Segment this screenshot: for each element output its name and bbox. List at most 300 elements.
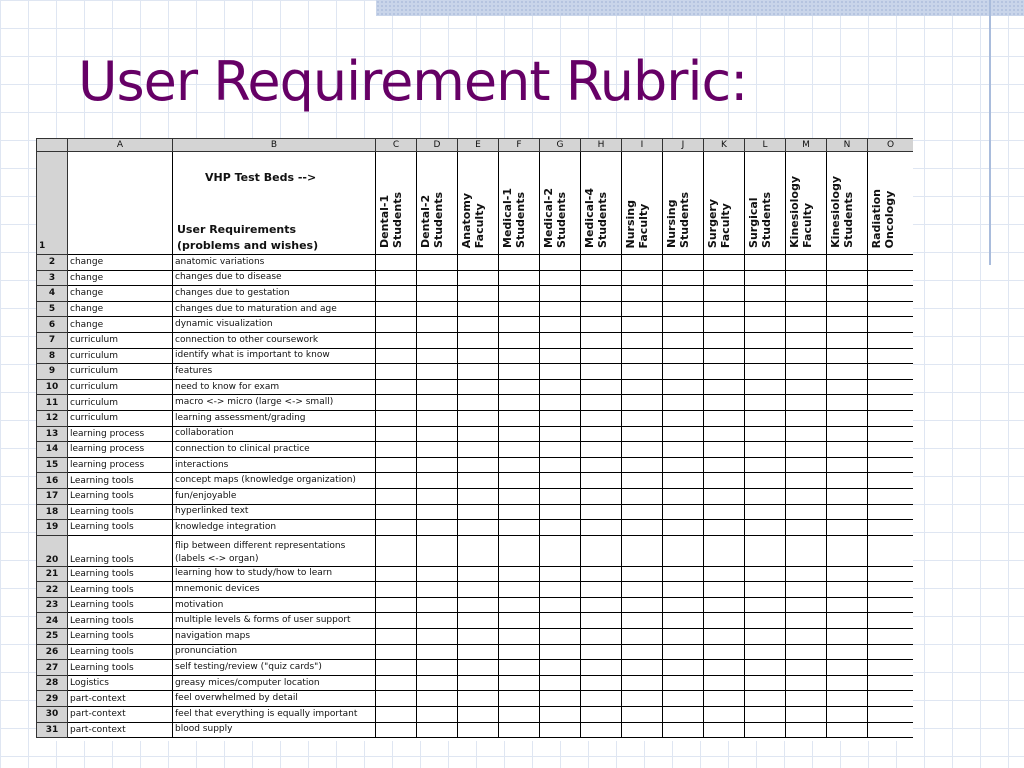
rating-cell[interactable] [663, 364, 704, 380]
category-cell[interactable]: part-context [68, 691, 173, 707]
rating-cell[interactable] [622, 301, 663, 317]
rating-cell[interactable] [499, 520, 540, 536]
rating-cell[interactable] [581, 707, 622, 723]
rating-cell[interactable] [622, 364, 663, 380]
rating-cell[interactable] [745, 691, 786, 707]
rating-cell[interactable] [704, 535, 745, 566]
rating-cell[interactable] [581, 535, 622, 566]
rating-cell[interactable] [745, 644, 786, 660]
rating-cell[interactable] [827, 473, 868, 489]
rating-cell[interactable] [704, 566, 745, 582]
requirement-cell[interactable]: features [173, 364, 376, 380]
rating-cell[interactable] [663, 520, 704, 536]
category-cell[interactable]: Logistics [68, 675, 173, 691]
rating-cell[interactable] [663, 395, 704, 411]
rating-cell[interactable] [499, 707, 540, 723]
rating-cell[interactable] [458, 255, 499, 271]
column-header-g[interactable]: G [540, 139, 581, 152]
rating-cell[interactable] [827, 442, 868, 458]
rating-cell[interactable] [458, 644, 499, 660]
requirement-cell[interactable]: blood supply [173, 722, 376, 738]
group-header-cell[interactable] [376, 152, 417, 255]
rating-cell[interactable] [663, 707, 704, 723]
rating-cell[interactable] [581, 255, 622, 271]
rating-cell[interactable] [827, 364, 868, 380]
rating-cell[interactable] [827, 410, 868, 426]
rating-cell[interactable] [499, 286, 540, 302]
row-number[interactable]: 6 [37, 317, 68, 333]
rating-cell[interactable] [458, 520, 499, 536]
rating-cell[interactable] [376, 520, 417, 536]
rating-cell[interactable] [376, 317, 417, 333]
category-cell[interactable]: curriculum [68, 379, 173, 395]
rating-cell[interactable] [663, 722, 704, 738]
rating-cell[interactable] [376, 660, 417, 676]
rating-cell[interactable] [868, 722, 914, 738]
rating-cell[interactable] [663, 301, 704, 317]
rating-cell[interactable] [622, 660, 663, 676]
row-number[interactable]: 25 [37, 629, 68, 645]
rating-cell[interactable] [458, 488, 499, 504]
rating-cell[interactable] [458, 691, 499, 707]
rating-cell[interactable] [417, 597, 458, 613]
requirement-cell[interactable]: pronunciation [173, 644, 376, 660]
rating-cell[interactable] [663, 675, 704, 691]
requirement-cell[interactable]: learning how to study/how to learn [173, 566, 376, 582]
rating-cell[interactable] [499, 395, 540, 411]
rating-cell[interactable] [704, 364, 745, 380]
rating-cell[interactable] [458, 286, 499, 302]
rating-cell[interactable] [499, 597, 540, 613]
group-header-cell[interactable] [663, 152, 704, 255]
rating-cell[interactable] [499, 410, 540, 426]
requirement-cell[interactable]: dynamic visualization [173, 317, 376, 333]
rating-cell[interactable] [786, 395, 827, 411]
rating-cell[interactable] [745, 582, 786, 598]
column-header-m[interactable]: M [786, 139, 827, 152]
rating-cell[interactable] [786, 707, 827, 723]
rating-cell[interactable] [663, 332, 704, 348]
rating-cell[interactable] [704, 520, 745, 536]
rating-cell[interactable] [745, 286, 786, 302]
select-all-corner[interactable] [37, 139, 68, 152]
rating-cell[interactable] [827, 317, 868, 333]
rating-cell[interactable] [417, 317, 458, 333]
rating-cell[interactable] [581, 675, 622, 691]
rating-cell[interactable] [663, 442, 704, 458]
rating-cell[interactable] [704, 644, 745, 660]
rating-cell[interactable] [704, 410, 745, 426]
category-cell[interactable]: change [68, 255, 173, 271]
rating-cell[interactable] [786, 629, 827, 645]
rating-cell[interactable] [581, 629, 622, 645]
rating-cell[interactable] [376, 488, 417, 504]
rating-cell[interactable] [745, 597, 786, 613]
rating-cell[interactable] [868, 286, 914, 302]
rating-cell[interactable] [622, 582, 663, 598]
rating-cell[interactable] [417, 644, 458, 660]
rating-cell[interactable] [499, 629, 540, 645]
row-number[interactable]: 14 [37, 442, 68, 458]
rating-cell[interactable] [827, 597, 868, 613]
rating-cell[interactable] [786, 270, 827, 286]
row-number[interactable]: 24 [37, 613, 68, 629]
rating-cell[interactable] [458, 395, 499, 411]
rating-cell[interactable] [704, 255, 745, 271]
rating-cell[interactable] [786, 364, 827, 380]
rating-cell[interactable] [663, 286, 704, 302]
rating-cell[interactable] [376, 722, 417, 738]
rating-cell[interactable] [376, 410, 417, 426]
rating-cell[interactable] [458, 535, 499, 566]
rating-cell[interactable] [786, 410, 827, 426]
rating-cell[interactable] [417, 520, 458, 536]
rating-cell[interactable] [458, 379, 499, 395]
category-cell[interactable]: curriculum [68, 410, 173, 426]
rating-cell[interactable] [376, 644, 417, 660]
category-cell[interactable]: Learning tools [68, 488, 173, 504]
rating-cell[interactable] [622, 691, 663, 707]
requirement-cell[interactable]: macro <-> micro (large <-> small) [173, 395, 376, 411]
rating-cell[interactable] [622, 613, 663, 629]
rating-cell[interactable] [827, 707, 868, 723]
rating-cell[interactable] [622, 566, 663, 582]
rating-cell[interactable] [704, 582, 745, 598]
category-header-cell[interactable] [68, 152, 173, 255]
rating-cell[interactable] [704, 457, 745, 473]
row-number[interactable]: 1 [37, 152, 68, 255]
column-header-i[interactable]: I [622, 139, 663, 152]
rating-cell[interactable] [786, 566, 827, 582]
rating-cell[interactable] [581, 504, 622, 520]
rating-cell[interactable] [622, 722, 663, 738]
rating-cell[interactable] [417, 613, 458, 629]
rating-cell[interactable] [458, 722, 499, 738]
category-cell[interactable]: part-context [68, 722, 173, 738]
rating-cell[interactable] [540, 520, 581, 536]
rating-cell[interactable] [868, 442, 914, 458]
rating-cell[interactable] [745, 473, 786, 489]
rating-cell[interactable] [622, 629, 663, 645]
rating-cell[interactable] [581, 332, 622, 348]
rating-cell[interactable] [581, 722, 622, 738]
rating-cell[interactable] [663, 270, 704, 286]
row-number[interactable]: 28 [37, 675, 68, 691]
rating-cell[interactable] [458, 410, 499, 426]
rating-cell[interactable] [704, 691, 745, 707]
row-number[interactable]: 23 [37, 597, 68, 613]
requirement-cell[interactable]: changes due to disease [173, 270, 376, 286]
rating-cell[interactable] [622, 332, 663, 348]
requirement-cell[interactable]: connection to other coursework [173, 332, 376, 348]
rating-cell[interactable] [417, 270, 458, 286]
category-cell[interactable]: Learning tools [68, 660, 173, 676]
rating-cell[interactable] [540, 286, 581, 302]
rating-cell[interactable] [417, 395, 458, 411]
rating-cell[interactable] [827, 332, 868, 348]
rating-cell[interactable] [704, 488, 745, 504]
rating-cell[interactable] [540, 535, 581, 566]
category-cell[interactable]: curriculum [68, 348, 173, 364]
row-number[interactable]: 8 [37, 348, 68, 364]
category-cell[interactable]: change [68, 301, 173, 317]
rating-cell[interactable] [786, 317, 827, 333]
rating-cell[interactable] [704, 317, 745, 333]
rating-cell[interactable] [663, 644, 704, 660]
rating-cell[interactable] [540, 332, 581, 348]
rating-cell[interactable] [499, 566, 540, 582]
rating-cell[interactable] [376, 691, 417, 707]
rating-cell[interactable] [827, 395, 868, 411]
rating-cell[interactable] [868, 660, 914, 676]
rating-cell[interactable] [786, 442, 827, 458]
column-header-d[interactable]: D [417, 139, 458, 152]
rating-cell[interactable] [704, 473, 745, 489]
rating-cell[interactable] [417, 691, 458, 707]
row-number[interactable]: 16 [37, 473, 68, 489]
requirement-cell[interactable]: anatomic variations [173, 255, 376, 271]
rating-cell[interactable] [786, 644, 827, 660]
rating-cell[interactable] [376, 442, 417, 458]
rating-cell[interactable] [868, 270, 914, 286]
rating-cell[interactable] [663, 379, 704, 395]
column-header-n[interactable]: N [827, 139, 868, 152]
category-cell[interactable]: Learning tools [68, 473, 173, 489]
rating-cell[interactable] [581, 691, 622, 707]
rating-cell[interactable] [417, 255, 458, 271]
rating-cell[interactable] [622, 488, 663, 504]
rating-cell[interactable] [376, 301, 417, 317]
rating-cell[interactable] [581, 348, 622, 364]
rating-cell[interactable] [868, 582, 914, 598]
rating-cell[interactable] [499, 473, 540, 489]
rating-cell[interactable] [499, 722, 540, 738]
rating-cell[interactable] [458, 270, 499, 286]
rating-cell[interactable] [868, 301, 914, 317]
rating-cell[interactable] [786, 520, 827, 536]
rating-cell[interactable] [417, 473, 458, 489]
rating-cell[interactable] [417, 348, 458, 364]
column-header-e[interactable]: E [458, 139, 499, 152]
rating-cell[interactable] [745, 535, 786, 566]
rating-cell[interactable] [540, 270, 581, 286]
rating-cell[interactable] [786, 348, 827, 364]
rating-cell[interactable] [663, 535, 704, 566]
rating-cell[interactable] [868, 629, 914, 645]
rating-cell[interactable] [499, 379, 540, 395]
rating-cell[interactable] [827, 488, 868, 504]
group-header-cell[interactable] [868, 152, 914, 255]
rating-cell[interactable] [376, 348, 417, 364]
rating-cell[interactable] [581, 473, 622, 489]
row-number[interactable]: 18 [37, 504, 68, 520]
rating-cell[interactable] [417, 379, 458, 395]
rating-cell[interactable] [417, 457, 458, 473]
rating-cell[interactable] [827, 644, 868, 660]
rating-cell[interactable] [458, 675, 499, 691]
row-number[interactable]: 5 [37, 301, 68, 317]
column-header-f[interactable]: F [499, 139, 540, 152]
rating-cell[interactable] [745, 301, 786, 317]
rating-cell[interactable] [581, 597, 622, 613]
rating-cell[interactable] [786, 722, 827, 738]
rating-cell[interactable] [786, 597, 827, 613]
requirement-cell[interactable]: concept maps (knowledge organization) [173, 473, 376, 489]
rating-cell[interactable] [499, 332, 540, 348]
rating-cell[interactable] [540, 504, 581, 520]
rating-cell[interactable] [458, 473, 499, 489]
requirement-cell[interactable]: interactions [173, 457, 376, 473]
rating-cell[interactable] [499, 613, 540, 629]
row-number[interactable]: 12 [37, 410, 68, 426]
rating-cell[interactable] [540, 457, 581, 473]
rating-cell[interactable] [417, 722, 458, 738]
rating-cell[interactable] [663, 457, 704, 473]
rating-cell[interactable] [827, 660, 868, 676]
requirement-cell[interactable]: multiple levels & forms of user support [173, 613, 376, 629]
rating-cell[interactable] [786, 379, 827, 395]
category-cell[interactable]: curriculum [68, 332, 173, 348]
row-number[interactable]: 3 [37, 270, 68, 286]
rating-cell[interactable] [663, 613, 704, 629]
rating-cell[interactable] [376, 707, 417, 723]
rating-cell[interactable] [622, 317, 663, 333]
category-cell[interactable]: Learning tools [68, 582, 173, 598]
rating-cell[interactable] [540, 395, 581, 411]
row-number[interactable]: 13 [37, 426, 68, 442]
category-cell[interactable]: change [68, 270, 173, 286]
rating-cell[interactable] [376, 473, 417, 489]
rating-cell[interactable] [868, 255, 914, 271]
rating-cell[interactable] [745, 660, 786, 676]
group-header-cell[interactable] [745, 152, 786, 255]
rating-cell[interactable] [417, 442, 458, 458]
rating-cell[interactable] [622, 707, 663, 723]
rating-cell[interactable] [827, 270, 868, 286]
rating-cell[interactable] [458, 442, 499, 458]
row-number[interactable]: 11 [37, 395, 68, 411]
rating-cell[interactable] [868, 675, 914, 691]
rating-cell[interactable] [868, 566, 914, 582]
category-cell[interactable]: Learning tools [68, 597, 173, 613]
row-number[interactable]: 10 [37, 379, 68, 395]
rating-cell[interactable] [581, 395, 622, 411]
rating-cell[interactable] [786, 613, 827, 629]
rating-cell[interactable] [704, 301, 745, 317]
rating-cell[interactable] [745, 504, 786, 520]
rating-cell[interactable] [540, 442, 581, 458]
rating-cell[interactable] [458, 364, 499, 380]
row-number[interactable]: 7 [37, 332, 68, 348]
rating-cell[interactable] [622, 395, 663, 411]
rating-cell[interactable] [868, 332, 914, 348]
group-header-cell[interactable] [704, 152, 745, 255]
rating-cell[interactable] [745, 722, 786, 738]
rating-cell[interactable] [540, 488, 581, 504]
rating-cell[interactable] [376, 675, 417, 691]
rating-cell[interactable] [540, 379, 581, 395]
category-cell[interactable]: Learning tools [68, 566, 173, 582]
rating-cell[interactable] [417, 286, 458, 302]
rating-cell[interactable] [786, 457, 827, 473]
rating-cell[interactable] [868, 691, 914, 707]
rating-cell[interactable] [663, 426, 704, 442]
requirement-cell[interactable]: identify what is important to know [173, 348, 376, 364]
rating-cell[interactable] [499, 644, 540, 660]
rating-cell[interactable] [704, 426, 745, 442]
rating-cell[interactable] [499, 582, 540, 598]
row-number[interactable]: 26 [37, 644, 68, 660]
rating-cell[interactable] [417, 410, 458, 426]
rating-cell[interactable] [458, 566, 499, 582]
rating-cell[interactable] [376, 426, 417, 442]
category-cell[interactable]: change [68, 286, 173, 302]
rating-cell[interactable] [581, 613, 622, 629]
rating-cell[interactable] [663, 504, 704, 520]
rating-cell[interactable] [663, 473, 704, 489]
column-header-b[interactable]: B [173, 139, 376, 152]
rating-cell[interactable] [827, 535, 868, 566]
rating-cell[interactable] [745, 364, 786, 380]
requirement-cell[interactable]: self testing/review ("quiz cards") [173, 660, 376, 676]
group-header-cell[interactable] [622, 152, 663, 255]
rating-cell[interactable] [745, 707, 786, 723]
rating-cell[interactable] [663, 566, 704, 582]
row-number[interactable]: 30 [37, 707, 68, 723]
requirement-cell[interactable]: greasy mices/computer location [173, 675, 376, 691]
requirement-cell[interactable]: flip between different representations (labels <-> organ) [173, 535, 376, 566]
rating-cell[interactable] [458, 597, 499, 613]
rating-cell[interactable] [540, 566, 581, 582]
requirement-cell[interactable]: fun/enjoyable [173, 488, 376, 504]
rating-cell[interactable] [704, 286, 745, 302]
rating-cell[interactable] [704, 629, 745, 645]
category-cell[interactable]: learning process [68, 426, 173, 442]
rating-cell[interactable] [745, 395, 786, 411]
rating-cell[interactable] [786, 675, 827, 691]
rating-cell[interactable] [376, 457, 417, 473]
rating-cell[interactable] [458, 332, 499, 348]
rating-cell[interactable] [827, 566, 868, 582]
rating-cell[interactable] [540, 613, 581, 629]
rating-cell[interactable] [581, 442, 622, 458]
rating-cell[interactable] [622, 286, 663, 302]
rating-cell[interactable] [581, 270, 622, 286]
rating-cell[interactable] [827, 629, 868, 645]
rating-cell[interactable] [417, 582, 458, 598]
rating-cell[interactable] [540, 426, 581, 442]
rating-cell[interactable] [745, 457, 786, 473]
rating-cell[interactable] [499, 255, 540, 271]
category-cell[interactable]: part-context [68, 707, 173, 723]
rating-cell[interactable] [663, 691, 704, 707]
rating-cell[interactable] [458, 629, 499, 645]
group-header-cell[interactable] [458, 152, 499, 255]
rating-cell[interactable] [827, 613, 868, 629]
rating-cell[interactable] [704, 379, 745, 395]
rating-cell[interactable] [499, 457, 540, 473]
column-header-j[interactable]: J [663, 139, 704, 152]
rating-cell[interactable] [540, 660, 581, 676]
rating-cell[interactable] [622, 597, 663, 613]
requirement-cell[interactable]: need to know for exam [173, 379, 376, 395]
rating-cell[interactable] [499, 504, 540, 520]
rating-cell[interactable] [540, 597, 581, 613]
rating-cell[interactable] [827, 379, 868, 395]
rating-cell[interactable] [622, 535, 663, 566]
column-header-c[interactable]: C [376, 139, 417, 152]
group-header-cell[interactable] [786, 152, 827, 255]
